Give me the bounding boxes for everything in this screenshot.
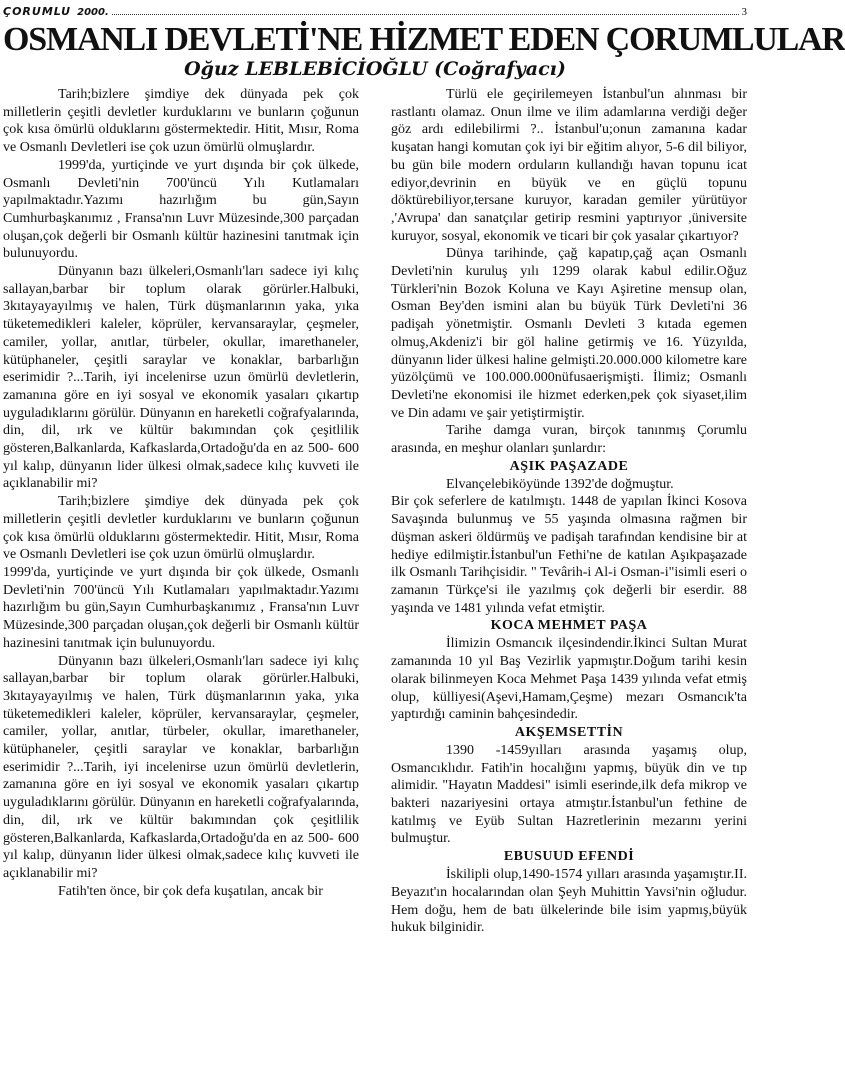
article-body	[3, 86, 747, 937]
paragraph: Tarih;bizlere şimdiye dek dünyada pek çok milletlerin çeşitli devletler kurduklarını ve bunların çoğunun çok kısa ömürlü olduklarını göstermektedir. Hitit, Mısır, Roma ve Osmanlı Devletleri ise çok uzun ömürlü olmuşlardır.	[3, 494, 359, 563]
paragraph: Elvançelebiköyünde 1392'de doğmuştur.	[446, 476, 674, 492]
paragraph: 1999'da, yurtiçinde ve yurt dışında bir çok ülkede, Osmanlı Devleti'nin 700'üncü Yılı Kutlamaları yapılmaktadır.Yazımı hazırlığım bu gün,Sayın Cumhurbaşkanımız , Fransa'nın Luvr Müzesinde,300 parçadan oluşan,çok değerli bir Osmanlı kültür hazinesini tanıtmak için bulunuyordu.	[3, 157, 359, 262]
section-heading: AŞIK PAŞAZADE	[509, 458, 629, 474]
article-author: Oğuz LEBLEBİCİOĞLU (Coğrafyacı)	[184, 58, 566, 80]
section-heading: KOCA MEHMET PAŞA	[490, 618, 648, 634]
article-title: OSMANLI DEVLETİ'NE HİZMET EDEN ÇORUMLULAR	[3, 21, 845, 58]
magazine-brand: ÇORUMLU	[3, 5, 72, 18]
paragraph: İskilipli olup,1490-1574 yılları arasında yaşamıştır.II. Beyazıt'ın hocalarından olan Şeyh Muhittin Yavsi'nin oğludur. Hem doğu, hem de batı ülkelerinde bile isim yapmış,büyük hukuk bilginidir.	[391, 867, 747, 936]
paragraph: Dünyanın bazı ülkeleri,Osmanlı'ları sadece iyi kılıç sallayan,barbar bir toplum olarak görürler.Halbuki, 3kıtayayayılmış ve halen, Türk düşmanlarının yaka, yıka tüketemedikleri kaleler, köprüler, kervansaraylar, çeşmeler, camiler, yollar, anıtlar, türbeler, okullar, imarethaneler, kütüphaneler, çeşitli saraylar ve konaklar, barbarlığın eserimidir ?...Tarih, iyi incelenirse uzun ömürlü devletlerin, zamanına göre en iyi sosyal ve ekonomik yasaları çıkartıp uyguladıklarını görülür. Dünyanın en hareketli coğrafyalarında, din, dil, ırk ve kültür bakımından çok çeşitlilik gösteren,Balkanlarda, Kafkaslarda,Ortadoğu'da en az 500- 600 yıl kalıp, dünyanın lider ülkesi olmak,sadece kılıç kuvveti ile açıklanabilir mi?	[3, 264, 359, 492]
right-column	[391, 86, 747, 937]
running-header	[3, 4, 747, 18]
paragraph: İlimizin Osmancık ilçesindendir.İkinci Sultan Murat zamanında 10 yıl Baş Vezirlik yapmıştır.Doğum tarihi kesin olarak bilinmeyen Koca Mehmet Paşa 1439 yılında vefat etmiş olup, külliyesi(Aşevi,Hamam,Çeşme) mezarı Osmancık'ta yaptırdığı caminin bahçesindedir.	[391, 636, 747, 723]
paragraph: Bir çok seferlere de katılmıştı. 1448 de yapılan İkinci Kosova Savaşında bulunmuş ve 55 yaşında olmasına rağmen bir düşman askeri öldürmüş ve padişah tarafından kendisine bir at hediye edilmiştir.İstanbul'un Fethi'ne de katılan Aşıkpaşazade ilk Osmanlı Tarihçisidir. " Tevârih-i Al-i Osman-i"isimli eseri o zamanın Türkçe'si ile yazılmış çok değerli bir eserdir. 88 yaşında ve 1481 yılında vefat etmiştir.	[391, 494, 747, 616]
section-heading: EBUSUUD EFENDİ	[503, 849, 635, 865]
paragraph: 1390 -1459yılları arasında yaşamış olup, Osmancıklıdır. Fatih'in hocalığını yapmış, büyük din ve tıp alimidir. "Hayatın Maddesi" isimli eserinde,ilk defa mikrop ve bakteri nazariyesini ortaya atmıştır.İstanbul'un fethine de katılmış ve Eyüb Sultan Hazretlerinin mezarını yerini bulmuştur.	[391, 742, 747, 847]
paragraph: Fatih'ten önce, bir çok defa kuşatılan, ancak bir	[58, 883, 323, 899]
section-heading: AKŞEMSETTİN	[514, 724, 624, 740]
magazine-year: 2000.	[77, 7, 109, 18]
paragraph: Dünyanın bazı ülkeleri,Osmanlı'ları sadece iyi kılıç sallayan,barbar bir toplum olarak görürler.Halbuki, 3kıtayayayılmış ve halen, Türk düşmanlarının yaka, yıka tüketemedikleri kaleler, köprüler, kervansaraylar, çeşmeler, camiler, yollar, anıtlar, türbeler, okullar, imarethaneler, kütüphaneler, çeşitli saraylar ve konaklar, barbarlığın eserimidir ?...Tarih, iyi incelenirse uzun ömürlü devletlerin, zamanına göre en iyi sosyal ve ekonomik yasaları çıkartıp uyguladıklarını görülür. Dünyanın en hareketli coğrafyalarında, din, dil, ırk ve kültür bakımından çok çeşitlilik gösteren,Balkanlarda, Kafkaslarda,Ortadoğu'da en az 500- 600 yıl kalıp, dünyanın lider ülkesi olmak,sadece kılıç kuvveti ile açıklanabilir mi?	[3, 653, 359, 881]
paragraph: Dünya tarihinde, çağ kapatıp,çağ açan Osmanlı Devleti'nin kuruluş yılı 1299 olarak kabul edilir.Oğuz Türkleri'nin Bozok Koluna ve Kayı Aşiretine mensup olan, Osman Bey'den ismini alan bu büyük Türk Devleti'ni 36 padişah yönetmiştir. Osmanlı Devleti 3 kıtada egemen olmuş,Akdeniz'i bir göl haline getirmiş ve 16. Yüzyılda, dünyanın lider ülkesi haline gelmişti.20.000.000 kilometre kare yüzölçümü ve 100.000.000nüfusaerişmişti. İlimiz; Osmanlı Devleti'ne ekonomisi ile hizmet ederken,pek çok siyaset,ilim ve Din adamı ve şair yetiştirmiştir.	[391, 246, 747, 421]
paragraph: Türlü ele geçirilemeyen İstanbul'un alınması bir rastlantı olamaz. Onun ilme ve ilim adamlarına verdiği değer göz ardı edilebilirmi ?.. İstanbul'u;onun zamanına kadar kuşatan hangi komutan çok iyi bir eğitim alıyor, 5-6 dil biliyor, bu gün bile modern orduların kullandığı havan topunu icat ediyor,devrinin en büyük ve en güçlü topunu döktürebiliyor,tersane kuruyor, karadan gemiler yürütüyor ,'Avrupa' dan sanatçılar getirip resmini yaptırıyor ,üniversite kuruyor, sosyal, ekonomik ve ticari bir çok yasalar çıkartıyor?	[391, 87, 747, 244]
paragraph: Tarihe damga vuran, birçok tanınmış Çorumlu arasında, en meşhur olanları şunlardır:	[391, 423, 747, 457]
left-column	[3, 86, 359, 937]
dotted-leader	[112, 13, 739, 15]
paragraph: 1999'da, yurtiçinde ve yurt dışında bir çok ülkede, Osmanlı Devleti'nin 700'üncü Yılı Kutlamaları yapılmaktadır.Yazımı hazırlığım bu gün,Sayın Cumhurbaşkanımız , Fransa'nın Luvr Müzesinde,300 parçadan oluşan,çok değerli bir Osmanlı kültür hazinesini tanıtmak için bulunuyordu.	[3, 564, 359, 651]
paragraph: Tarih;bizlere şimdiye dek dünyada pek çok milletlerin çeşitli devletler kurduklarını ve bunların çoğunun çok kısa ömürlü olduklarını göstermektedir. Hitit, Mısır, Roma ve Osmanlı Devletleri ise çok uzun ömürlü olmuşlardır.	[3, 87, 359, 156]
page-number: 3	[741, 6, 747, 18]
